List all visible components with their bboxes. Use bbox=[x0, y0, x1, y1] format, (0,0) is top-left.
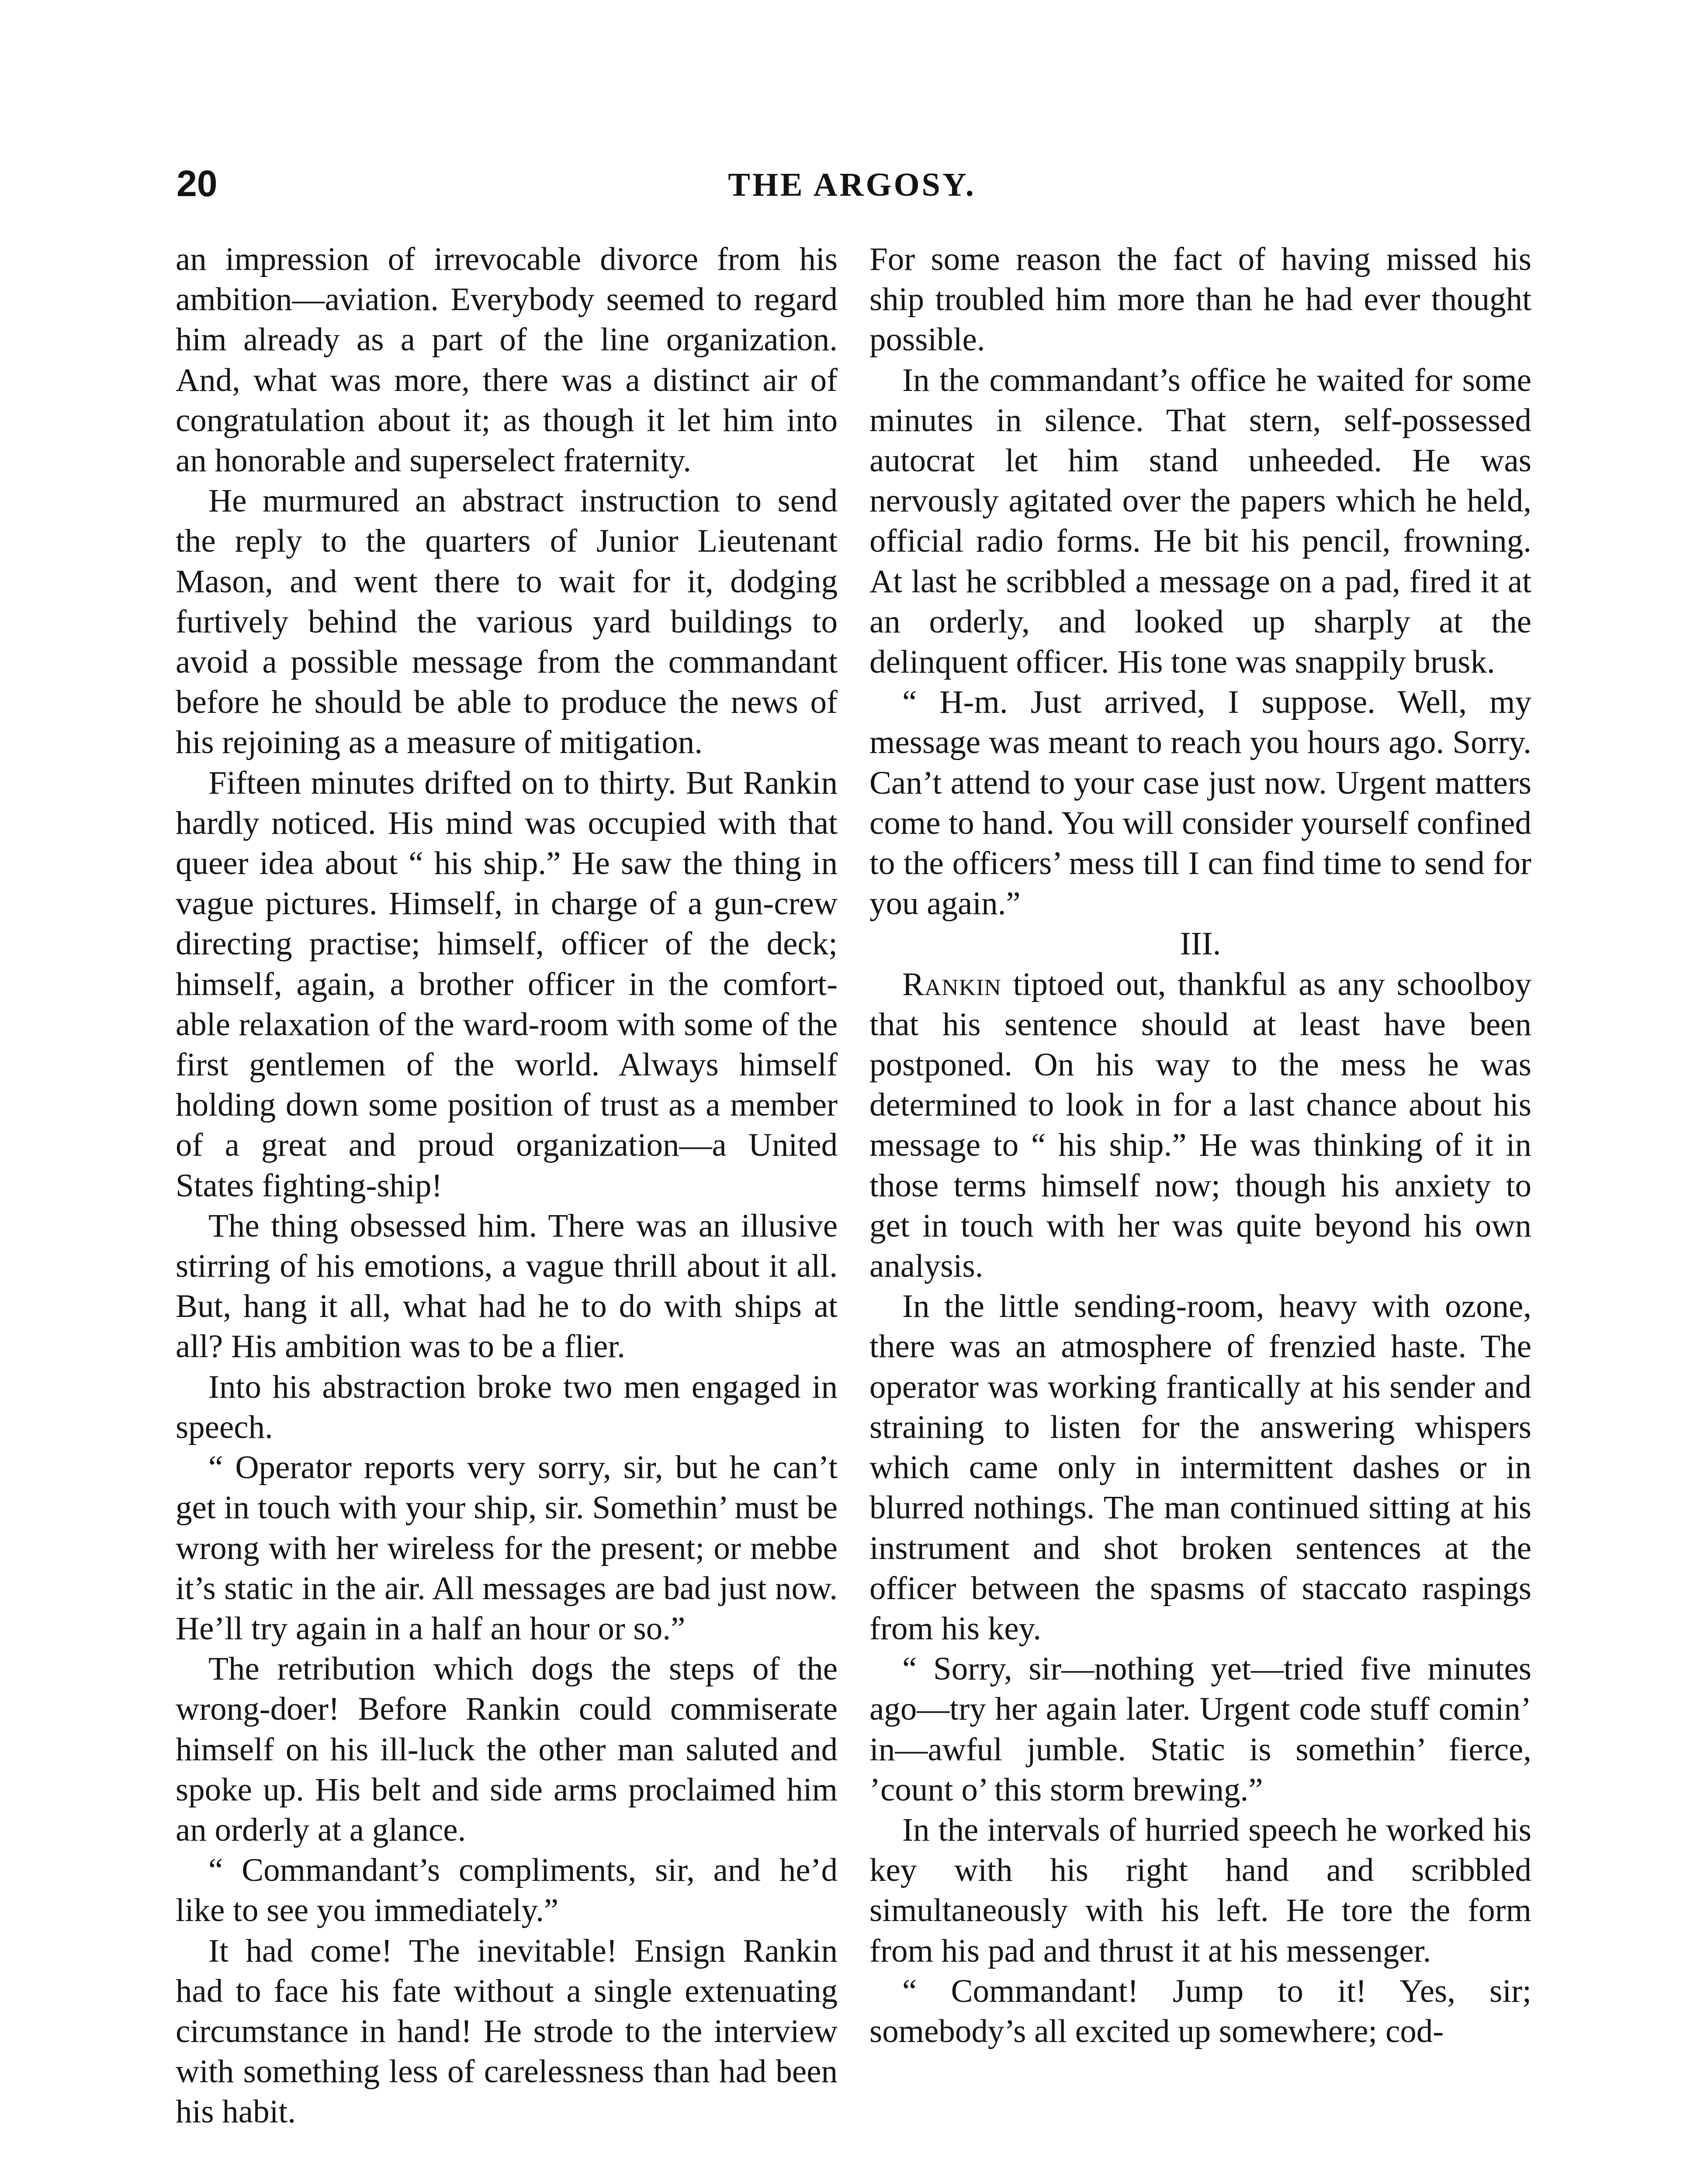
paragraph: “ Sorry, sir—nothing yet—tried five minutes ago—try her again later. Urgent code stuff comin’ in—awful jumble. Static is somethin’ fierce, ’count o’ this storm brewing.” bbox=[869, 1651, 1531, 1808]
left-column bbox=[176, 239, 838, 2132]
section-lead-paragraph bbox=[869, 964, 1531, 1287]
paragraph: Into his abstraction broke two men engaged in speech. bbox=[176, 1368, 838, 1445]
paragraph: In the commandant’s office he waited for some minutes in silence. That stern, self-possessed autocrat let him stand unheeded. He was nervously agitated over the papers which he held, official radio forms. He bit his pencil, frowning. At last he scribbled a message on a pad, fired it at an orderly, and looked up sharply at the delinquent officer. His tone was snappily brusk. bbox=[869, 362, 1531, 681]
paragraph: an impression of irrevocable divorce from his ambition—aviation. Everybody seemed to regard him already as a part of the line organization. And, what was more, there was a distinct air of congratulation about it; as though it let him into an honorable and superselect fraternity. bbox=[176, 241, 838, 479]
paragraph: “ Commandant’s compliments, sir, and he’d like to see you immediately.” bbox=[176, 1852, 838, 1929]
paragraph: The thing obsessed him. There was an illusive stirring of his emotions, a vague thrill about it all. But, hang it all, what had he to do with ships at all? His ambition was to be a flier. bbox=[176, 1207, 838, 1365]
section-lead-text: tiptoed out, thankful as any schoolboy that his sentence should at least have been postponed. On his way to the mess he was determined to look in for a last chance about his message to “ his ship.” He was thinking of it in those terms himself now; though his anxiety to get in touch with her was quite beyond his own analysis. bbox=[869, 966, 1531, 1285]
paragraph: It had come! The inevitable! Ensign Rankin had to face his fate without a single extenuating circumstance in hand! He strode to the interview with something less of carelessness than had been his habit. bbox=[176, 1932, 838, 2130]
section-heading: III. bbox=[1180, 926, 1221, 962]
paragraph: Fifteen minutes drifted on to thirty. But Rankin hardly noticed. His mind was occupied with that queer idea about “ his ship.” He saw the thing in vague pictures. Himself, in charge of a gun-crew directing practise; himself, officer of the deck; himself, again, a brother officer in the comfortable relaxation of the ward-room with some of the first gentlemen of the world. Always himself holding down some position of trust as a member of a great and proud organization—a United States fighting-ship! bbox=[176, 764, 838, 1204]
right-column bbox=[869, 239, 1531, 2052]
paragraph: For some reason the fact of having missed his ship troubled him more than he had ever thought possible. bbox=[869, 241, 1531, 358]
running-head: THE ARGOSY. bbox=[728, 166, 976, 203]
paragraph: “ H-m. Just arrived, I suppose. Well, my message was meant to reach you hours ago. Sorry. Can’t attend to your case just now. Urgent matters come to hand. You will consider yourself confined to the officers’ mess till I can find time to send for you again.” bbox=[869, 684, 1531, 922]
section-lead-smallcaps: Rankin bbox=[902, 966, 1001, 1002]
paragraph: In the intervals of hurried speech he worked his key with his right hand and scribbled simultaneously with his left. He tore the form from his pad and thrust it at his messenger. bbox=[869, 1811, 1531, 1969]
paragraph: The retribution which dogs the steps of the wrong-doer! Before Rankin could commiserate himself on his ill-luck the other man saluted and spoke up. His belt and side arms proclaimed him an orderly at a glance. bbox=[176, 1651, 838, 1848]
paragraph: “ Commandant! Jump to it! Yes, sir; somebody’s all excited up somewhere; cod- bbox=[869, 1973, 1531, 2049]
paragraph: He murmured an abstract instruction to send the reply to the quarters of Junior Lieutenant Mason, and went there to wait for it, dodging furtively behind the various yard buildings to avoid a possible message from the commandant before he should be able to produce the news of his rejoining as a measure of mitigation. bbox=[176, 483, 838, 761]
paragraph: “ Operator reports very sorry, sir, but he can’t get in touch with your ship, sir. Somethin’ must be wrong with her wireless for the present; or mebbe it’s static in the air. All messages are bad just now. He’ll try again in a half an hour or so.” bbox=[176, 1449, 838, 1647]
paragraph: In the little sending-room, heavy with ozone, there was an atmosphere of frenzied haste. The operator was working frantically at his sender and straining to listen for the answering whispers which came only in intermittent dashes or in blurred nothings. The man continued sitting at his instrument and shot broken sentences at the officer between the spasms of staccato raspings from his key. bbox=[869, 1288, 1531, 1647]
page-number: 20 bbox=[177, 163, 218, 204]
